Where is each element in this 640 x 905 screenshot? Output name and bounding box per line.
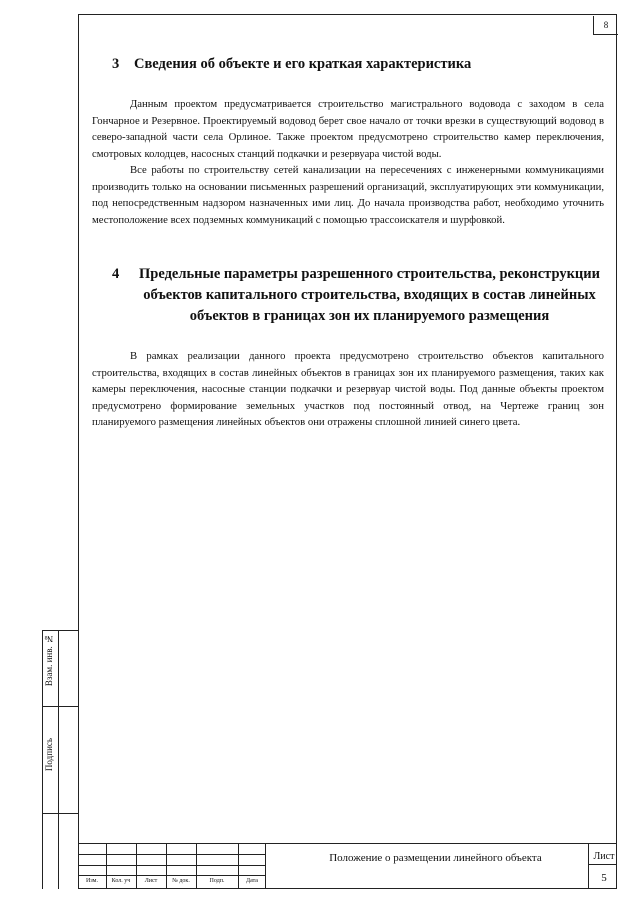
section-4-text bbox=[92, 348, 604, 431]
col-label-change: Изм. bbox=[86, 878, 98, 884]
col-label-count: Кол. уч bbox=[111, 878, 131, 884]
document-body bbox=[92, 54, 604, 431]
title-block bbox=[78, 843, 617, 889]
section-4-heading bbox=[92, 264, 604, 327]
side-label-replacement: Взам. инв. № bbox=[44, 634, 54, 687]
section-3-title: Сведения об объекте и его краткая характеристика bbox=[134, 56, 472, 72]
col-label-date: Дата bbox=[246, 878, 258, 884]
section-3-paragraph-1: Данным проектом предусматривается строительство магистрального водовода с заходом в села Гончарное и Резервное. Проектируемый водовод берет свое начало от точки врезки в существующий водовод в северо-западной части села Орлиное. Также проектом предусмотрено строительство камер переключения, смотровых колодцев, насосных станций подкачки и резервуара чистой воды. bbox=[92, 98, 604, 160]
section-4-number: 4 bbox=[112, 266, 120, 282]
section-4-paragraph-1: В рамках реализации данного проекта предусмотрено строительство объектов капитального строительства, входящих в состав линейных объектов в границах зон их планируемого размещения, таких как камеры переключения, насосные станции подкачки и резервуар чистой воды. Под данные объекты проектом предусмотрено формирование земельных участков под постоянный отвод, на Чертеже границ зон планируемого размещения линейных объектов они отражены сплошной линией синего цвета. bbox=[92, 350, 604, 428]
page-number: 8 bbox=[593, 16, 618, 35]
document-title: Положение о размещении линейного объекта bbox=[329, 852, 542, 864]
section-3-number: 3 bbox=[112, 56, 120, 72]
col-label-sheet: Лист bbox=[144, 878, 158, 884]
col-label-doc: № док. bbox=[172, 878, 190, 884]
section-3-heading bbox=[92, 54, 604, 75]
section-4-title: Предельные параметры разрешенного строительства, реконструкции объектов капитального строительства, входящих в состав линейных объектов в границах зон их планируемого размещения bbox=[138, 266, 600, 324]
side-label-signature: Подпись bbox=[44, 738, 54, 772]
col-label-sign: Подп. bbox=[209, 878, 225, 884]
section-3-paragraph-2: Все работы по строительству сетей канализации на пересечениях с инженерными коммуникациями производить только на основании письменных разрешений организаций, эксплуатирующих эти коммуникации, под непосредственным надзором назначенных ими лиц. До начала производства работ, необходимо уточнить местоположение всех подземных коммуникаций с помощью трассоискателя и шурфовкой. bbox=[92, 164, 604, 226]
sheet-number: 5 bbox=[601, 872, 607, 884]
sheet-label: Лист bbox=[593, 851, 615, 862]
side-stamp bbox=[42, 630, 78, 889]
section-3-text bbox=[92, 96, 604, 228]
